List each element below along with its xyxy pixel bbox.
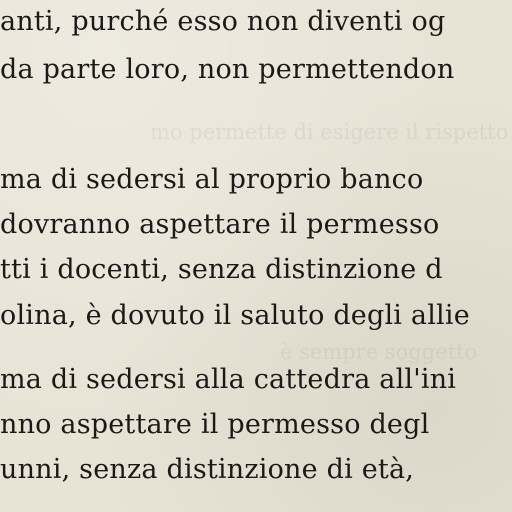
text-line-9: unni, senza distinzione di età, (0, 454, 415, 485)
bleed-through-text: è sempre soggetto (280, 340, 478, 364)
text-line-5: tti i docenti, senza distinzione d (0, 254, 443, 285)
text-line-8: nno aspettare il permesso degl (0, 409, 430, 440)
text-line-2: da parte loro, non permettendon (0, 54, 455, 85)
text-line-7: ma di sedersi alla cattedra all'ini (0, 364, 457, 395)
text-line-4: dovranno aspettare il permesso (0, 209, 440, 240)
text-line-6: olina, è dovuto il saluto degli allie (0, 300, 470, 331)
text-line-1: anti, purché esso non diventi og (0, 6, 446, 37)
text-line-3: ma di sedersi al proprio banco (0, 164, 424, 195)
bleed-through-text: mo permette di esigere il rispetto (150, 120, 509, 144)
